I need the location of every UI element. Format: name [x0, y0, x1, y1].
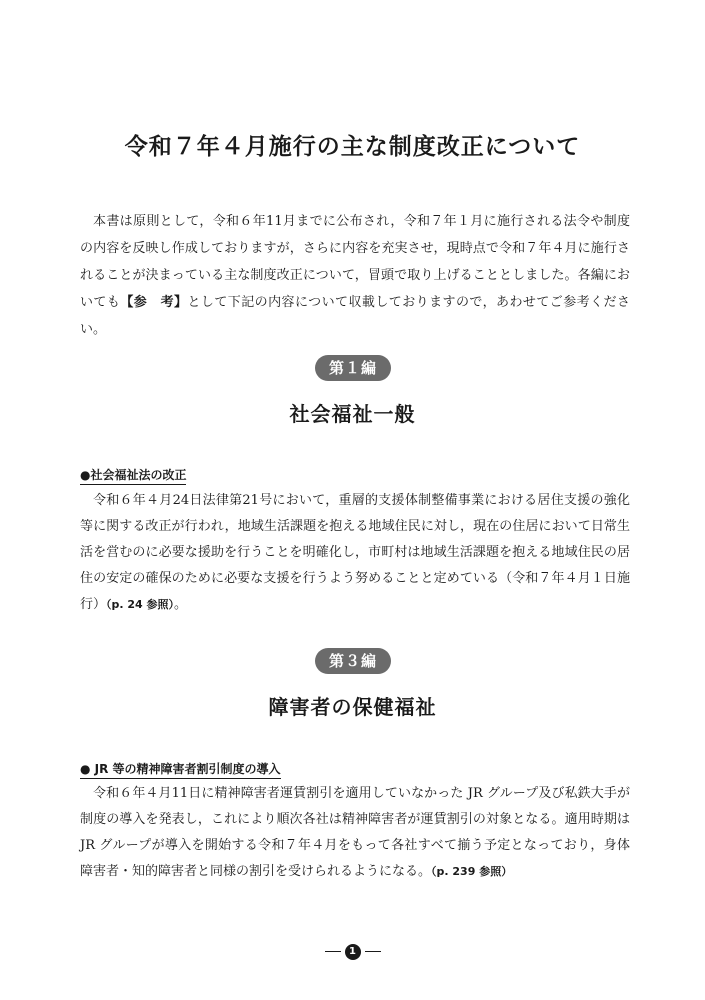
part-1-page-reference: （p. 24 参照）: [106, 598, 175, 611]
intro-text-end: として下記の内容について収載しておりますので，あわせてご参考ください。: [80, 295, 630, 337]
part-3-section-body: [80, 781, 630, 885]
page-number-dash-left: [325, 951, 341, 952]
page-number: [0, 943, 705, 960]
page-number-badge: 1: [345, 944, 361, 960]
part-3-section-heading: ● JR 等の精神障害者割引制度の導入: [80, 761, 281, 779]
part-1-badge: 第１編: [315, 355, 391, 381]
part-3-title: 障害者の保健福祉: [268, 695, 437, 719]
part-1-body-tail: 。: [174, 597, 188, 612]
part-3-badge: 第３編: [315, 648, 391, 674]
part-3-page-reference: （p. 239 参照）: [431, 865, 513, 878]
page-number-dash-right: [365, 951, 381, 952]
part-1-body-text: 令和６年４月24日法律第21号において，重層的支援体制整備事業における居住支援の強化等に関する改正が行われ，地域生活課題を抱える地域住民に対し，現在の住居において日常生活を営むのに必要な援助を行うことを明確化し，市町村は地域生活課題を抱える地域住民の居住の安定の確保のために必要な支援を行うよう努めることと定めている（令和７年４月１日施行）: [80, 493, 630, 612]
page-title: 令和７年４月施行の主な制度改正について: [124, 134, 581, 160]
intro-text: 本書は原則として，令和６年11月までに公布され，令和７年１月に施行される法令や制度の内容を反映し作成しておりますが，さらに内容を充実させ，現時点で令和７年４月に施行されることが決まっている主な制度改正について，冒頭で取り上げることとしました。各編においても: [80, 214, 630, 310]
part-1-section-heading: ●社会福祉法の改正: [80, 467, 186, 485]
part-1-section-body: [80, 488, 630, 618]
part-3-body-text: 令和６年４月11日に精神障害者運賃割引を適用していなかった JR グループ及び私鉄大手が制度の導入を発表し，これにより順次各社は精神障害者が運賃割引の対象となる。適用時期は JR グループが導入を開始する令和７年４月をもって各社すべて揃う予定となっており，身体障害者・知的障害者と同様の割引を受けられるようになる。: [80, 786, 630, 879]
intro-reference-marker: 【参 考】: [120, 295, 188, 310]
part-1-title: 社会福祉一般: [289, 402, 416, 426]
intro-paragraph: [80, 208, 630, 343]
